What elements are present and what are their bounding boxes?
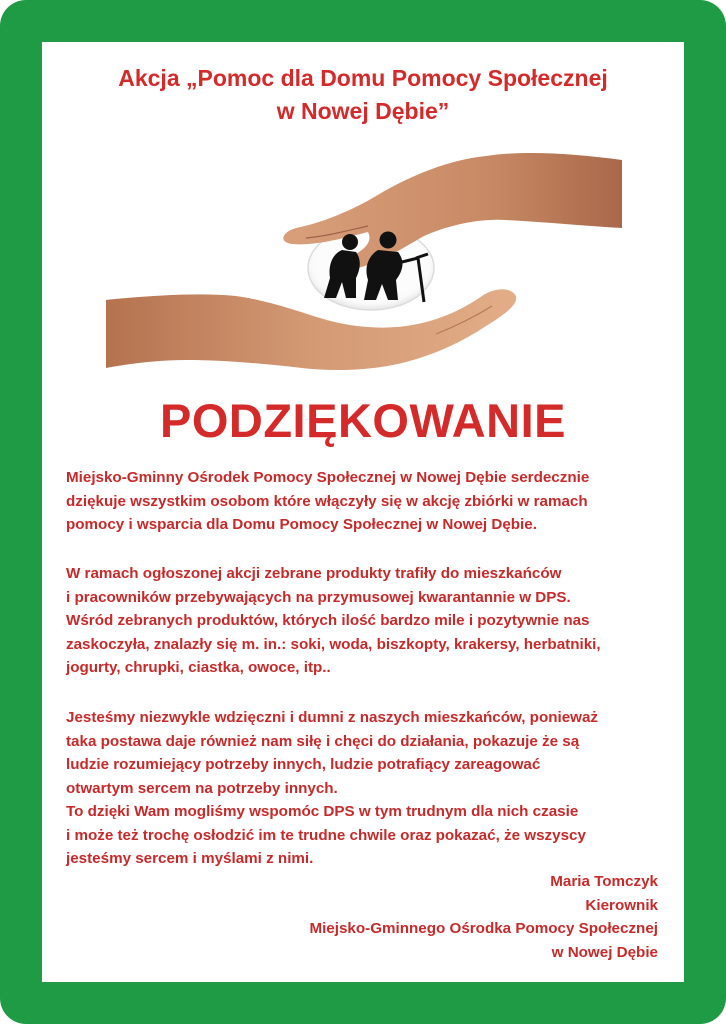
paragraph-products <box>66 562 666 680</box>
poster-title-line-1: Akcja „Pomoc dla Domu Pomocy Społecznej <box>118 65 608 91</box>
signature-organization-location: w Nowej Dębie <box>551 943 658 961</box>
text-line: dziękuje wszystkim osobom które włączyły się w akcję zbiórki w ramach <box>66 492 588 510</box>
signature-name: Maria Tomczyk <box>550 873 658 890</box>
poster-sheet <box>42 42 684 982</box>
signature-organization: Miejsko-Gminnego Ośrodka Pomocy Społecznej <box>309 920 658 937</box>
text-line: jesteśmy sercem i myślami z nimi. <box>66 850 314 867</box>
paragraph-gratitude <box>66 706 666 871</box>
text-line: W ramach ogłoszonej akcji zebrane produkty trafiły do mieszkańców <box>66 565 562 582</box>
thank-you-heading: PODZIĘKOWANIE <box>159 394 567 447</box>
text-line: taka postawa daje również nam siłę i chęci do działania, pokazuje że są <box>66 732 580 750</box>
text-line: otwartym sercem na potrzeby innych. <box>66 779 338 797</box>
paragraph-thanks <box>66 466 666 537</box>
text-line: i pracowników przebywających na przymusowej kwarantannie w DPS. <box>66 588 571 606</box>
text-line: jogurty, chrupki, ciastka, owoce, itp.. <box>66 659 331 676</box>
text-line: i może też trochę osłodzić im te trudne chwile oraz pokazać, że wszyscy <box>66 826 586 844</box>
text-line: zaskoczyła, znalazły się m. in.: soki, woda, biszkopty, krakersy, herbatniki, <box>66 635 601 653</box>
text-line: ludzie rozumiejący potrzeby innych, ludzie potrafiący zareagować <box>66 756 541 773</box>
text-line: To dzięki Wam mogliśmy wspomóc DPS w tym trudnym dla nich czasie <box>66 803 579 820</box>
hands-protecting-elderly-couple-icon <box>106 150 622 376</box>
bottom-hand <box>106 289 516 370</box>
signature-block <box>309 870 658 964</box>
signature-role: Kierownik <box>585 896 658 914</box>
text-line: Jesteśmy niezwykle wdzięczni i dumni z naszych mieszkańców, ponieważ <box>66 709 599 726</box>
text-line: Wśród zebranych produktów, których ilość bardzo mile i pozytywnie nas <box>66 612 590 629</box>
text-line: Miejsko-Gminny Ośrodek Pomocy Społecznej w Nowej Dębie serdecznie <box>66 469 590 486</box>
poster-title-line-2: w Nowej Dębie” <box>276 98 450 124</box>
text-line: pomocy i wsparcia dla Domu Pomocy Społecznej w Nowej Dębie. <box>66 516 537 533</box>
